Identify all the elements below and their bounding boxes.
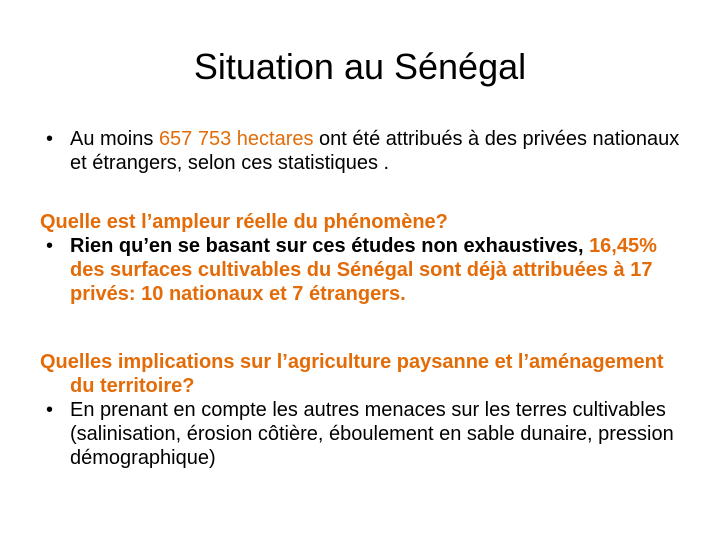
- bullet-symbol: •: [46, 235, 54, 257]
- percentage-highlight: 16,45% des surfaces cultivables du Sénégal sont déjà attribuées à 17 privés: 10 nationaux et 7 étrangers.: [70, 235, 657, 305]
- bullet-item: [40, 127, 690, 175]
- bullet-text-before: Au moins: [70, 128, 159, 150]
- bullet-text-before: Rien qu’en se basant sur ces études non exhaustives,: [70, 235, 590, 257]
- section-heading-implications: Quelles implications sur l’agriculture paysanne et l’aménagement du territoire?: [40, 351, 664, 397]
- hectares-highlight: 657 753 hectares: [158, 128, 314, 150]
- bullet-item: [40, 398, 690, 470]
- section-heading-ampleur: Quelle est l’ampleur réelle du phénomène?: [40, 211, 448, 233]
- bullet-text-after: ont été attribués à des privées nationaux et étrangers, selon ces statistiques .: [70, 128, 680, 174]
- bullet-text: En prenant en compte les autres menaces sur les terres cultivables (salinisation, érosion côtière, éboulement en sable dunaire, pression démographique): [70, 399, 674, 469]
- bullet-symbol: •: [46, 399, 54, 421]
- section-ampleur: [40, 210, 690, 306]
- bullet-symbol: •: [46, 128, 54, 150]
- bullet-item: [40, 234, 690, 306]
- slide-title: Situation au Sénégal: [193, 46, 527, 87]
- section-implications: [40, 350, 690, 470]
- section-attribution: [40, 127, 690, 175]
